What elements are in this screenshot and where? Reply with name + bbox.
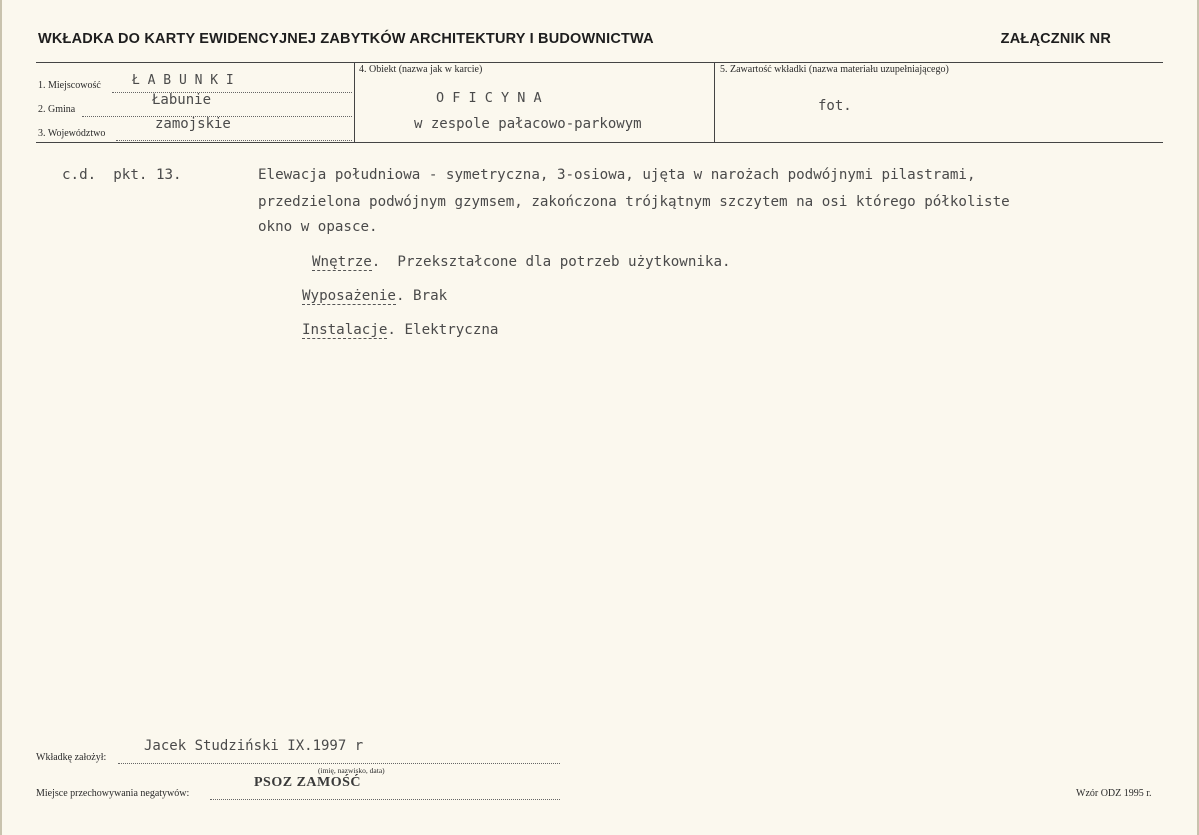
form-title: WKŁADKA DO KARTY EWIDENCYJNEJ ZABYTKÓW ARCHITEKTURY I BUDOWNICTWA	[38, 31, 654, 47]
object-label: 4. Obiekt (nazwa jak w karcie)	[359, 64, 483, 75]
equipment-heading: Wyposażenie	[302, 288, 396, 304]
interior-heading: Wnętrze	[312, 254, 372, 270]
interior-entry	[312, 249, 731, 276]
commune-label: 2. Gmina	[38, 104, 76, 115]
contents-label: 5. Zawartość wkładki (nazwa materiału uzupełniającego)	[720, 64, 949, 75]
voivodeship-label: 3. Województwo	[38, 128, 106, 139]
installation-entry	[302, 317, 498, 344]
form-model-label: Wzór ODZ 1995 r.	[1076, 788, 1152, 799]
interior-text: . Przekształcone dla potrzeb użytkownika.	[371, 254, 731, 270]
section-reference: c.d. pkt. 13.	[62, 167, 182, 183]
installation-heading: Instalacje	[302, 322, 388, 338]
negatives-location-label: Miejsce przechowywania negatywów:	[36, 788, 190, 799]
created-by-dotted-line	[118, 763, 560, 764]
voivodeship-dotted-line	[116, 140, 352, 141]
equipment-entry	[302, 283, 447, 310]
created-by-hint: (imię, nazwisko, data)	[318, 766, 385, 775]
voivodeship-value: zamojskie	[155, 116, 231, 132]
object-detail: w zespole pałacowo-parkowym	[414, 116, 642, 132]
description-line-1: Elewacja południowa - symetryczna, 3-osiowa, ujęta w narożach podwójnymi pilastrami,	[258, 167, 976, 183]
equipment-text: . Brak	[395, 288, 448, 304]
created-by-label: Wkładkę założył:	[36, 752, 107, 763]
town-label: 1. Miejscowość	[38, 80, 101, 91]
table-divider-1	[354, 62, 355, 142]
table-divider-2	[714, 62, 715, 142]
town-value: Ł A B U N K I	[132, 73, 234, 88]
negatives-location-dotted-line	[210, 799, 560, 800]
negatives-location-stamp: PSOZ ZAMOŚĆ	[254, 775, 362, 790]
description-line-2: przedzielona podwójnym gzymsem, zakończona trójkątnym szczytem na osi którego półkoliste	[258, 194, 1010, 210]
paper-edge-left	[0, 0, 2, 835]
installation-text: . Elektryczna	[387, 322, 499, 338]
annex-number-label: ZAŁĄCZNIK NR	[1000, 31, 1111, 47]
town-dotted-line	[112, 92, 352, 93]
created-by-value: Jacek Studziński IX.1997 r	[144, 738, 364, 754]
commune-value: Łabunie	[152, 92, 212, 108]
contents-value: fot.	[818, 98, 852, 114]
description-line-3: okno w opasce.	[258, 219, 378, 235]
object-name: O F I C Y N A	[436, 90, 542, 106]
